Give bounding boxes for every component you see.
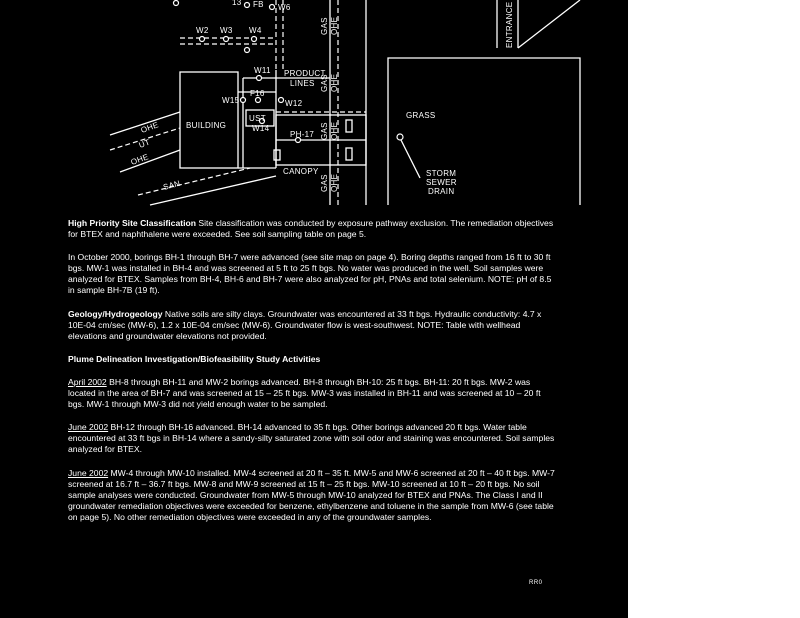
well-label: W3 [220,26,233,35]
report-text [68,218,558,535]
well-label: PH-17 [290,130,315,139]
well-marker [279,98,284,103]
well-marker [224,37,229,42]
well-label: W12 [285,99,303,108]
paragraph-text: BH-8 through BH-11 and MW-2 borings advanced. BH-8 through BH-10: 25 ft bgs. BH-11: 20 ft bgs. MW-2 was located in the area of BH-7 and was screened at 15 – 25 ft bgs. MW-3 was installed in BH-11 and was screened at 10 – 20 ft bgs. MW-1 through MW-3 did not yield enough water to be sampled. [68,376,541,410]
well-label: 13 [232,0,242,7]
ohe-label: OHE [139,120,160,135]
geology-paragraph [68,309,558,342]
paragraph-text: BH-12 through BH-16 advanced. BH-14 advanced to 35 ft bgs. Other borings advanced 20 ft bgs. Water table encountered at 33 ft bgs in BH-14 where a sandy-silty saturated zone with soil odor and staining was encountered. Soil samples analyzed for BTEX. [68,422,555,455]
ohe-label: OHE [330,73,339,92]
product-lines-label: LINES [290,79,315,88]
page-code: RR0 [529,580,543,586]
entrance-label: ENTRANCE [505,1,514,48]
well-label: FB [253,0,264,9]
gas-label: GAS [320,122,329,140]
well-label: W4 [249,26,262,35]
paragraph-text: MW-4 through MW-10 installed. MW-4 screened at 20 ft – 35 ft. MW-5 and MW-6 screened at 20 ft – 40 ft bgs. MW-7 screened at 16.7 ft – 36.7 ft bgs. MW-8 and MW-9 screened at 15 ft – 25 ft bgs. MW-10 screened at 10 ft – 20 ft bgs. No soil sample analyses were conducted. Groundwater from MW-5 through MW-10 analyzed for BTEX and PNAs. The Class I and II groundwater remediation objectives were exceeded for benzene, ethylbenzene and toluene in the sample from MW-6 (see table on page 5). No other remediation objectives were exceeded in any of the groundwater samples. [68,467,555,522]
san-label: SAN [162,178,182,192]
well-marker [174,1,179,6]
paragraph-date: June 2002 [68,467,109,478]
boring-paragraph [68,252,558,296]
ust-label: UST [249,114,266,123]
canopy-label: CANOPY [283,167,319,176]
site-classification-paragraph [68,218,558,240]
section-heading: Plume Delineation Investigation/Biofeasibility Study Activities [68,353,321,364]
well-marker [252,37,257,42]
gas-label: GAS [320,174,329,192]
june-2002-wells-paragraph [68,468,558,523]
drain-label: DRAIN [428,187,455,196]
ohe-label: OHE [129,152,150,167]
well-label: W15 [222,96,240,105]
ohe-label: OHE [330,173,339,192]
ohe-label: OHE [330,121,339,140]
paragraph-date: June 2002 [68,422,109,433]
building-outline [180,72,238,168]
june-2002-paragraph [68,422,558,455]
building-label: BUILDING [186,121,227,130]
ut-label: UT [137,137,152,150]
paragraph-text: Native soils are silty clays. Groundwater was encountered at 33 ft bgs. Hydraulic conductivity: 4.7 x 10E-04 cm/sec (MW-6), 1.2 x 10E-04 cm/sec (MW-6). Groundwater flow is west-southwest. NOTE: Table with wellhead elevations and groundwater elevations not provided. [68,308,542,341]
well-label: W14 [252,124,270,133]
well-marker [256,98,261,103]
paragraph-text: In October 2000, borings BH-1 through BH-7 were advanced (see site map on page 4). Boring depths ranged from 16 ft to 30 ft bgs. MW-1 was installed in BH-4 and was screened at 5 ft to 25 ft bgs. No water was produced in the well. Soil samples were analyzed for BTEX. Samples from BH-4, BH-6 and BH-7 were also analyzed for pH, PNAs and total selenium. NOTE: pH of 8.5 in sample BH-7B (19 ft). [68,252,552,296]
well-label: W6 [278,3,291,12]
product-lines-label: PRODUCT [284,69,326,78]
dispenser-island [274,150,280,160]
well-marker [245,48,250,53]
well-marker [270,5,275,10]
san-line [138,168,250,195]
site-classification-heading: High Priority Site Classification [68,218,196,228]
well-marker [241,98,246,103]
dispenser-island [346,120,352,132]
gas-label: GAS [320,17,329,35]
ohe-label: OHE [330,16,339,35]
entrance-edge [518,0,580,48]
well-marker [245,3,250,8]
well-marker [257,76,262,81]
dispenser-island [346,148,352,160]
storm-label: STORM [426,169,457,178]
ohe-line [120,150,180,172]
well-marker [200,37,205,42]
well-label: W11 [254,66,271,75]
april-2002-paragraph [68,377,558,410]
sewer-label: SEWER [426,178,457,187]
storm-sewer-drain [397,134,403,140]
paragraph-text: Site classification was conducted by exposure pathway exclusion. The remediation objectives for BTEX and naphthalene were exceeded. See soil sampling table on page 5. [68,218,554,240]
well-label: F16 [250,89,265,98]
storm-drain-leader [401,140,420,178]
geology-heading: Geology/Hydrogeology [68,308,163,319]
gas-label: GAS [320,74,329,92]
site-map [0,0,628,210]
grass-area-outline [388,58,580,205]
paragraph-date: April 2002 [68,376,107,387]
grass-label: GRASS [406,111,436,120]
well-label: W2 [196,26,209,35]
